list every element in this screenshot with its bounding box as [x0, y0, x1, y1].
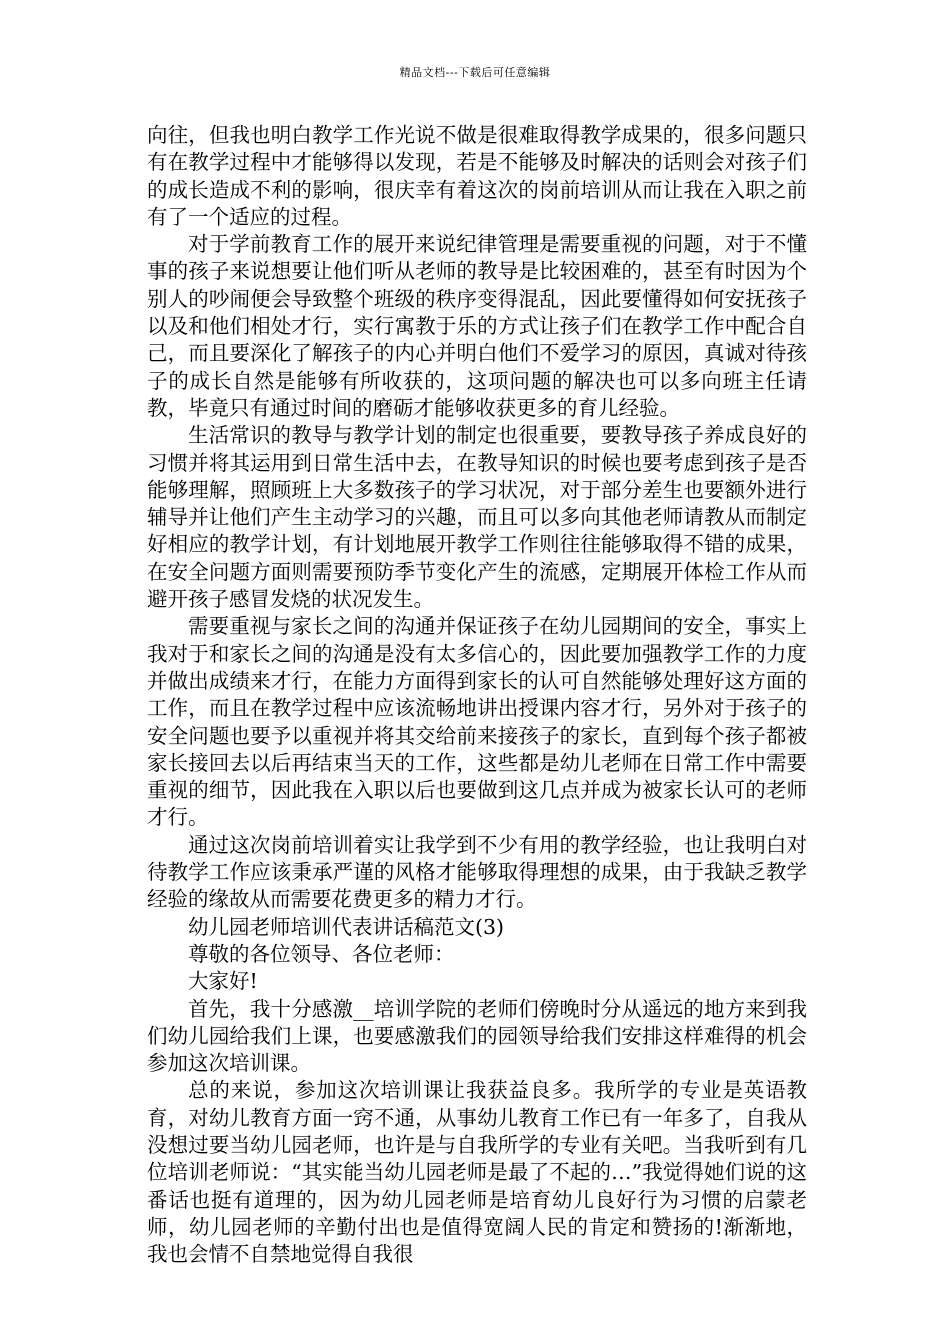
paragraph-continuation: 向往，但我也明白教学工作光说不做是很难取得教学成果的，很多问题只有在教学过程中才能够得以发现，若是不能够及时解决的话则会对孩子们的成长造成不利的影响，很庆幸有着这次的岗前培训从而让我在入职之前有了一个适应的过程。: [147, 123, 807, 229]
section-title: 幼儿园老师培训代表讲话稿范文(3): [188, 914, 505, 939]
paragraph-discipline: 对于学前教育工作的展开来说纪律管理是需要重视的问题，对于不懂事的孩子来说想要让他们听从老师的教导是比较困难的，甚至有时因为个别人的吵闹便会导致整个班级的秩序变得混乱，因此要懂得如何安抚孩子以及和他们相处才行，实行寓教于乐的方式让孩子们在教学工作中配合自己，而且要深化了解孩子的内心并明白他们不爱学习的原因，真诚对待孩子的成长自然是能够有所收获的，这项问题的解决也可以多向班主任请教，毕竟只有通过时间的磨砺才能够收获更多的育儿经验。: [147, 232, 807, 420]
salutation: 尊敬的各位领导、各位老师：: [188, 941, 455, 966]
document-body: [147, 122, 807, 1268]
page-header: 精品文档---下载后可任意编辑: [399, 66, 551, 79]
paragraph-benefits: 总的来说，参加这次培训课让我获益良多。我所学的专业是英语教育，对幼儿教育方面一窍不通，从事幼儿教育工作已有一年多了，自我从没想过要当幼儿园老师，也许是与自我所学的专业有关吧。当我听到有几位培训老师说：“其实能当幼儿园老师是最了不起的…”我觉得她们说的这番话也挺有道理的，因为幼儿园老师是培育幼儿良好行为习惯的启蒙老师，幼儿园老师的辛勤付出也是值得宽阔人民的肯定和赞扬的!渐渐地，我也会情不自禁地觉得自我很: [147, 1078, 807, 1267]
greeting: 大家好!: [188, 969, 258, 994]
paragraph-daily-life: 生活常识的教导与教学计划的制定也很重要，要教导孩子养成良好的习惯并将其运用到日常生活中去，在教导知识的时候也要考虑到孩子是否能够理解，照顾班上大多数孩子的学习状况，对于部分差生也要额外进行辅导并让他们产生主动学习的兴趣，而且可以多向其他老师请教从而制定好相应的教学计划，有计划地展开教学工作则往往能够取得不错的成果，在安全问题方面则需要预防季节变化产生的流感，定期展开体检工作从而避开孩子感冒发烧的状况发生。: [147, 423, 807, 612]
paragraph-thanks: 首先，我十分感激__培训学院的老师们傍晚时分从遥远的地方来到我们幼儿园给我们上课，也要感激我们的园领导给我们安排这样难得的机会参加这次培训课。: [147, 996, 807, 1076]
paragraph-summary: 通过这次岗前培训着实让我学到不少有用的教学经验，也让我明白对待教学工作应该秉承严谨的风格才能够取得理想的成果，由于我缺乏教学经验的缘故从而需要花费更多的精力才行。: [147, 832, 807, 912]
paragraph-parents: 需要重视与家长之间的沟通并保证孩子在幼儿园期间的安全，事实上我对于和家长之间的沟通是没有太多信心的，因此要加强教学工作的力度并做出成绩来才行，在能力方面得到家长的认可自然能够处理好这方面的工作，而且在教学过程中应该流畅地讲出授课内容才行，另外对于孩子的安全问题也要予以重视并将其交给前来接孩子的家长，直到每个孩子都被家长接回去以后再结束当天的工作，这些都是幼儿老师在日常工作中需要重视的细节，因此我在入职以后也要做到这几点并成为被家长认可的老师才行。: [147, 614, 807, 830]
